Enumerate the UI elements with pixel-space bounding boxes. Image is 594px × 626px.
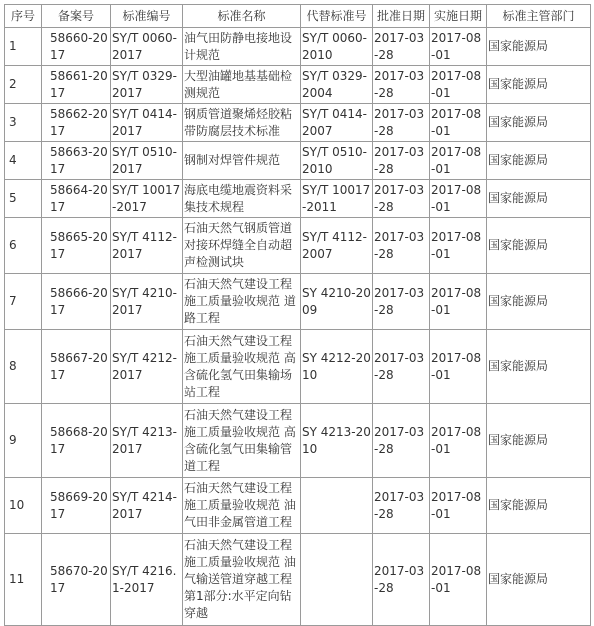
cell-department: 国家能源局 — [487, 66, 591, 104]
cell-effective-date: 2017-08-01 — [430, 218, 487, 274]
cell-replaces: SY/T 4112-2007 — [301, 218, 373, 274]
cell-replaces: SY 4210-2009 — [301, 274, 373, 330]
cell-replaces — [301, 534, 373, 626]
cell-effective-date: 2017-08-01 — [430, 66, 487, 104]
cell-record-number: 58668-2017 — [42, 404, 111, 478]
cell-record-number: 58660-2017 — [42, 28, 111, 66]
cell-standard-name: 石油天然气建设工程施工质量验收规范 油气田非金属管道工程 — [183, 478, 301, 534]
cell-standard-name: 石油天然气钢质管道对接环焊缝全自动超声检测试块 — [183, 218, 301, 274]
cell-standard-name: 石油天然气建设工程施工质量验收规范 高含硫化氢气田集输场站工程 — [183, 330, 301, 404]
table-header-row — [5, 5, 591, 28]
cell-standard-code: SY/T 0510-2017 — [111, 142, 183, 180]
cell-approval-date: 2017-03-28 — [373, 534, 430, 626]
table-row — [5, 404, 591, 478]
cell-standard-name: 油气田防静电接地设计规范 — [183, 28, 301, 66]
cell-replaces: SY/T 0060-2010 — [301, 28, 373, 66]
cell-effective-date: 2017-08-01 — [430, 478, 487, 534]
cell-department: 国家能源局 — [487, 142, 591, 180]
cell-approval-date: 2017-03-28 — [373, 330, 430, 404]
cell-standard-name: 石油天然气建设工程施工质量验收规范 道路工程 — [183, 274, 301, 330]
cell-effective-date: 2017-08-01 — [430, 330, 487, 404]
cell-approval-date: 2017-03-28 — [373, 478, 430, 534]
cell-department: 国家能源局 — [487, 534, 591, 626]
cell-approval-date: 2017-03-28 — [373, 218, 430, 274]
table-row — [5, 28, 591, 66]
cell-effective-date: 2017-08-01 — [430, 28, 487, 66]
cell-department: 国家能源局 — [487, 478, 591, 534]
cell-standard-code: SY/T 4216.1-2017 — [111, 534, 183, 626]
cell-replaces: SY/T 0329-2004 — [301, 66, 373, 104]
cell-no: 9 — [5, 404, 42, 478]
cell-approval-date: 2017-03-28 — [373, 104, 430, 142]
cell-approval-date: 2017-03-28 — [373, 180, 430, 218]
table-row — [5, 478, 591, 534]
cell-effective-date: 2017-08-01 — [430, 404, 487, 478]
cell-no: 3 — [5, 104, 42, 142]
cell-standard-code: SY/T 4112-2017 — [111, 218, 183, 274]
cell-replaces — [301, 478, 373, 534]
cell-record-number: 58670-2017 — [42, 534, 111, 626]
cell-standard-code: SY/T 4213-2017 — [111, 404, 183, 478]
cell-standard-code: SY/T 0414-2017 — [111, 104, 183, 142]
cell-no: 1 — [5, 28, 42, 66]
standards-table — [4, 4, 591, 626]
table-body — [5, 28, 591, 626]
table-row — [5, 104, 591, 142]
cell-department: 国家能源局 — [487, 104, 591, 142]
cell-approval-date: 2017-03-28 — [373, 28, 430, 66]
table-row — [5, 218, 591, 274]
cell-no: 10 — [5, 478, 42, 534]
cell-replaces: SY 4213-2010 — [301, 404, 373, 478]
cell-record-number: 58667-2017 — [42, 330, 111, 404]
table-row — [5, 66, 591, 104]
cell-no: 11 — [5, 534, 42, 626]
header-no: 序号 — [5, 5, 42, 28]
cell-standard-name: 大型油罐地基基础检测规范 — [183, 66, 301, 104]
cell-department: 国家能源局 — [487, 28, 591, 66]
header-effective-date: 实施日期 — [430, 5, 487, 28]
cell-standard-code: SY/T 4214-2017 — [111, 478, 183, 534]
cell-standard-code: SY/T 0060-2017 — [111, 28, 183, 66]
cell-effective-date: 2017-08-01 — [430, 180, 487, 218]
cell-approval-date: 2017-03-28 — [373, 142, 430, 180]
cell-no: 2 — [5, 66, 42, 104]
header-department: 标准主管部门 — [487, 5, 591, 28]
cell-effective-date: 2017-08-01 — [430, 534, 487, 626]
cell-replaces: SY 4212-2010 — [301, 330, 373, 404]
table-row — [5, 180, 591, 218]
table-row — [5, 142, 591, 180]
cell-approval-date: 2017-03-28 — [373, 274, 430, 330]
cell-no: 7 — [5, 274, 42, 330]
cell-record-number: 58666-2017 — [42, 274, 111, 330]
cell-standard-name: 钢质管道聚烯烃胶粘带防腐层技术标准 — [183, 104, 301, 142]
cell-record-number: 58664-2017 — [42, 180, 111, 218]
cell-standard-code: SY/T 10017-2017 — [111, 180, 183, 218]
cell-department: 国家能源局 — [487, 218, 591, 274]
cell-replaces: SY/T 10017-2011 — [301, 180, 373, 218]
cell-replaces: SY/T 0510-2010 — [301, 142, 373, 180]
cell-record-number: 58662-2017 — [42, 104, 111, 142]
cell-standard-name: 海底电缆地震资料采集技术规程 — [183, 180, 301, 218]
cell-replaces: SY/T 0414-2007 — [301, 104, 373, 142]
cell-effective-date: 2017-08-01 — [430, 104, 487, 142]
cell-standard-name: 石油天然气建设工程施工质量验收规范 油气输送管道穿越工程 第1部分:水平定向钻穿越 — [183, 534, 301, 626]
cell-effective-date: 2017-08-01 — [430, 142, 487, 180]
cell-standard-name: 钢制对焊管件规范 — [183, 142, 301, 180]
cell-record-number: 58669-2017 — [42, 478, 111, 534]
header-approval-date: 批准日期 — [373, 5, 430, 28]
header-standard-name: 标准名称 — [183, 5, 301, 28]
table-row — [5, 274, 591, 330]
cell-no: 5 — [5, 180, 42, 218]
cell-department: 国家能源局 — [487, 330, 591, 404]
cell-effective-date: 2017-08-01 — [430, 274, 487, 330]
cell-no: 4 — [5, 142, 42, 180]
cell-standard-name: 石油天然气建设工程施工质量验收规范 高含硫化氢气田集输管道工程 — [183, 404, 301, 478]
table-row — [5, 330, 591, 404]
cell-department: 国家能源局 — [487, 180, 591, 218]
cell-department: 国家能源局 — [487, 274, 591, 330]
header-standard-code: 标准编号 — [111, 5, 183, 28]
cell-no: 6 — [5, 218, 42, 274]
table-row — [5, 534, 591, 626]
cell-standard-code: SY/T 4212-2017 — [111, 330, 183, 404]
cell-record-number: 58661-2017 — [42, 66, 111, 104]
header-replaces: 代替标准号 — [301, 5, 373, 28]
cell-standard-code: SY/T 4210-2017 — [111, 274, 183, 330]
cell-approval-date: 2017-03-28 — [373, 66, 430, 104]
cell-record-number: 58663-2017 — [42, 142, 111, 180]
cell-standard-code: SY/T 0329-2017 — [111, 66, 183, 104]
cell-approval-date: 2017-03-28 — [373, 404, 430, 478]
cell-department: 国家能源局 — [487, 404, 591, 478]
header-record-number: 备案号 — [42, 5, 111, 28]
cell-record-number: 58665-2017 — [42, 218, 111, 274]
cell-no: 8 — [5, 330, 42, 404]
